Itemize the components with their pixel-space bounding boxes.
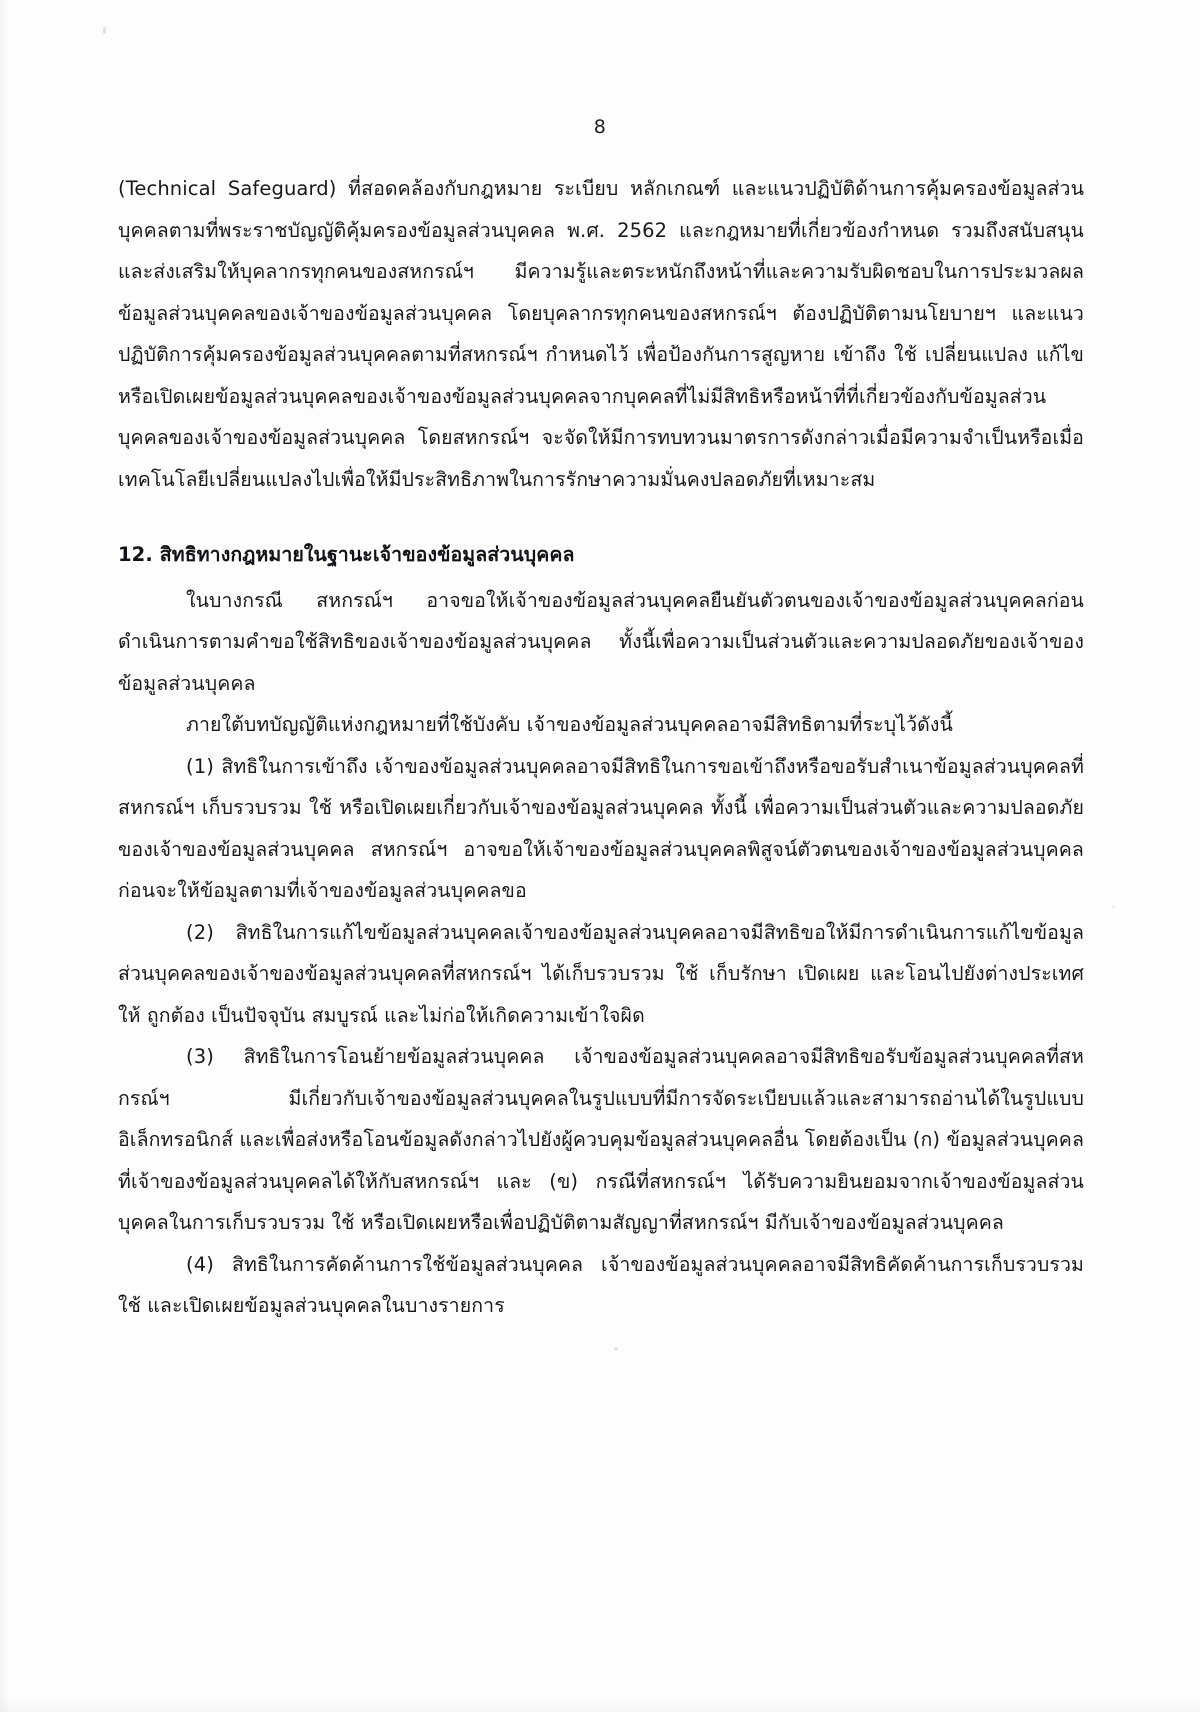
paragraph-right-object: (4) สิทธิในการคัดค้านการใช้ข้อมูลส่วนบุคคล เจ้าของข้อมูลส่วนบุคคลอาจมีสิทธิคัดค้านการเก็บรวบรวม ใช้ และเปิดเผยข้อมูลส่วนบุคคลในบางรายการ (118, 1252, 1084, 1317)
scan-speck (1112, 905, 1115, 908)
section-heading-legal-rights: 12. สิทธิทางกฎหมายในฐานะเจ้าของข้อมูลส่วนบุคคล (118, 543, 575, 566)
paragraph-identity-verification: ในบางกรณี สหกรณ์ฯ อาจขอให้เจ้าของข้อมูลส่วนบุคคลยืนยันตัวตนของเจ้าของข้อมูลส่วนบุคคลก่อนดำเนินการตามคำขอใช้สิทธิของเจ้าของข้อมูลส่วนบุคคล ทั้งนี้เพื่อความเป็นส่วนตัวและความปลอดภัยของเจ้าของข้อมูลส่วนบุคคล (118, 588, 1084, 695)
page-edge-shadow (0, 0, 10, 1712)
paragraph-right-access: (1) สิทธิในการเข้าถึง เจ้าของข้อมูลส่วนบุคคลอาจมีสิทธิในการขอเข้าถึงหรือขอรับสำเนาข้อมูลส่วนบุคคลที่สหกรณ์ฯ เก็บรวบรวม ใช้ หรือเปิดเผยเกี่ยวกับเจ้าของข้อมูลส่วนบุคคล ทั้งนี้ เพื่อความเป็นส่วนตัวและความปลอดภัยของเจ้าของข้อมูลส่วนบุคคล สหกรณ์ฯ อาจขอให้เจ้าของข้อมูลส่วนบุคคลพิสูจน์ตัวตนของเจ้าของข้อมูลส่วนบุคคลก่อนจะให้ข้อมูลตามที่เจ้าของข้อมูลส่วนบุคคลขอ (118, 754, 1084, 902)
scan-speck (614, 1347, 618, 1351)
document-body (118, 168, 1084, 1327)
paragraph-rights-intro: ภายใต้บทบัญญัติแห่งกฎหมายที่ใช้บังคับ เจ้าของข้อมูลส่วนบุคคลอาจมีสิทธิตามที่ระบุไว้ดังนี้ (186, 713, 953, 736)
scan-speck (103, 27, 106, 34)
paragraph-right-rectification: (2) สิทธิในการแก้ไขข้อมูลส่วนบุคคลเจ้าของข้อมูลส่วนบุคคลอาจมีสิทธิขอให้มีการดำเนินการแก้ไขข้อมูลส่วนบุคคลของเจ้าของข้อมูลส่วนบุคคลที่สหกรณ์ฯ ได้เก็บรวบรวม ใช้ เก็บรักษา เปิดเผย และโอนไปยังต่างประเทศให้ ถูกต้อง เป็นปัจจุบัน สมบูรณ์ และไม่ก่อให้เกิดความเข้าใจผิด (118, 920, 1084, 1027)
page-number: 8 (593, 116, 607, 138)
page-bottom-shadow (0, 1698, 1200, 1712)
paragraph-right-portability: (3) สิทธิในการโอนย้ายข้อมูลส่วนบุคคล เจ้าของข้อมูลส่วนบุคคลอาจมีสิทธิขอรับข้อมูลส่วนบุคคลที่สหกรณ์ฯ มีเกี่ยวกับเจ้าของข้อมูลส่วนบุคคลในรูปแบบที่มีการจัดระเบียบแล้วและสามารถอ่านได้ในรูปแบบอิเล็กทรอนิกส์ และเพื่อส่งหรือโอนข้อมูลดังกล่าวไปยังผู้ควบคุมข้อมูลส่วนบุคคลอื่น โดยต้องเป็น (ก) ข้อมูลส่วนบุคคลที่เจ้าของข้อมูลส่วนบุคคลได้ให้กับสหกรณ์ฯ และ (ข) กรณีที่สหกรณ์ฯ ได้รับความยินยอมจากเจ้าของข้อมูลส่วนบุคคลในการเก็บรวบรวม ใช้ หรือเปิดเผยหรือเพื่อปฏิบัติตามสัญญาที่สหกรณ์ฯ มีกับเจ้าของข้อมูลส่วนบุคคล (118, 1045, 1084, 1234)
paragraph-technical-safeguard: (Technical Safeguard) ที่สอดคล้องกับกฎหมาย ระเบียบ หลักเกณฑ์ และแนวปฏิบัติด้านการคุ้มครองข้อมูลส่วนบุคคลตามที่พระราชบัญญัติคุ้มครองข้อมูลส่วนบุคคล พ.ศ. 2562 และกฎหมายที่เกี่ยวข้องกำหนด รวมถึงสนับสนุนและส่งเสริมให้บุคลากรทุกคนของสหกรณ์ฯ มีความรู้และตระหนักถึงหน้าที่และความรับผิดชอบในการประมวลผลข้อมูลส่วนบุคคลของเจ้าของข้อมูลส่วนบุคคล โดยบุคลากรทุกคนของสหกรณ์ฯ ต้องปฏิบัติตามนโยบายฯ และแนวปฏิบัติการคุ้มครองข้อมูลส่วนบุคคลตามที่สหกรณ์ฯ กำหนดไว้ เพื่อป้องกันการสูญหาย เข้าถึง ใช้ เปลี่ยนแปลง แก้ไข หรือเปิดเผยข้อมูลส่วนบุคคลของเจ้าของข้อมูลส่วนบุคคลจากบุคคลที่ไม่มีสิทธิหรือหน้าที่ที่เกี่ยวข้องกับข้อมูลส่วนบุคคลของเจ้าของข้อมูลส่วนบุคคล โดยสหกรณ์ฯ จะจัดให้มีการทบทวนมาตรการดังกล่าวเมื่อมีความจำเป็นหรือเมื่อเทคโนโลยีเปลี่ยนแปลงไปเพื่อให้มีประสิทธิภาพในการรักษาความมั่นคงปลอดภัยที่เหมาะสม (118, 177, 1084, 491)
